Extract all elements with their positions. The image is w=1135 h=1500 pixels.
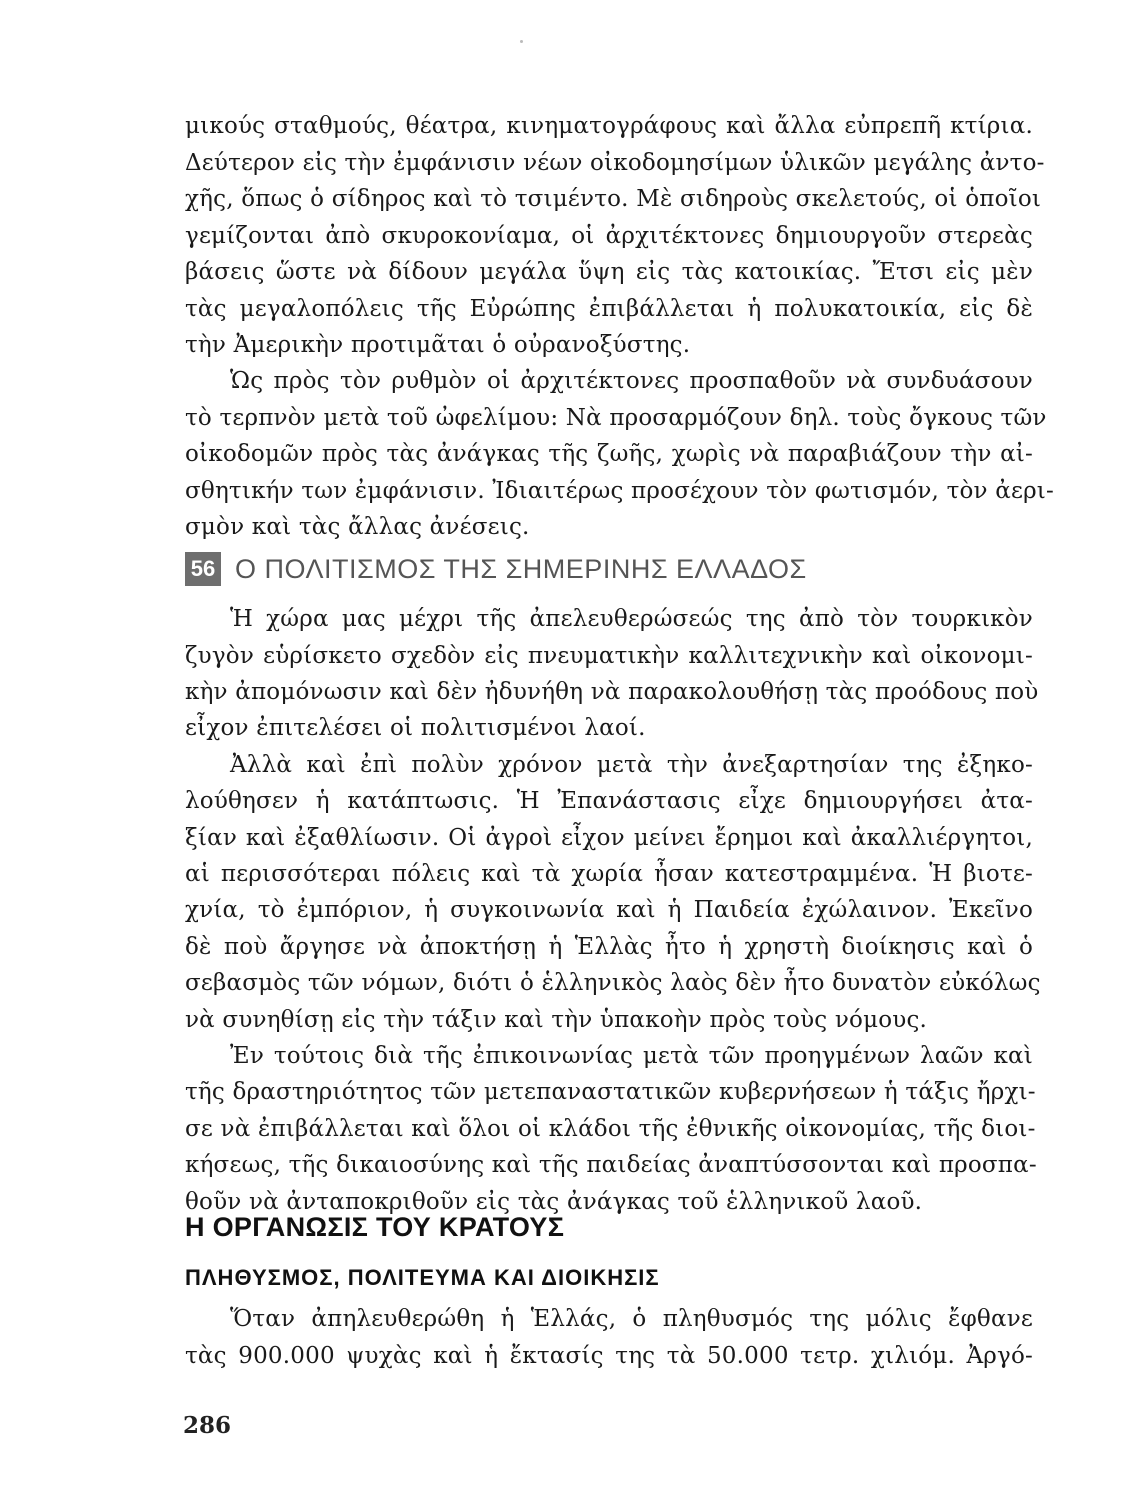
text-line: ζυγὸν εὑρίσκετο σχεδὸν εἰς πνευματικὴν καλλιτεχνικὴν καὶ οἰκονομι- [185,643,1033,669]
text-line: κήσεως, τῆς δικαιοσύνης καὶ τῆς παιδείας ἀναπτύσσονται καὶ προσπα- [185,1152,1037,1178]
section-heading [185,550,807,588]
text-line: λούθησεν ἡ κατάπτωσις. Ἡ Ἐπανάστασις εἶχε δημιουργήσει ἀτα- [185,788,1033,814]
text-line: αἱ περισσότεραι πόλεις καὶ τὰ χωρία ἦσαν κατεστραμμένα. Ἡ βιοτε- [185,861,1033,887]
text-line: σθητικήν των ἐμφάνισιν. Ἰδιαιτέρως προσέχουν τὸν φωτισμόν, τὸν ἀερι- [185,478,1054,504]
text-line: οἰκοδομῶν πρὸς τὰς ἀνάγκας τῆς ζωῆς, χωρὶς νὰ παραβιάζουν τὴν αἰ- [185,441,1033,467]
page-number: 286 [183,1412,232,1439]
text-line: Ὅταν ἀπηλευθερώθη ἡ Ἑλλάς, ὁ πληθυσμός της μόλις ἔφθανε [230,1306,1033,1332]
text-line: Δεύτερον εἰς τὴν ἐμφάνισιν νέων οἰκοδομησίμων ὑλικῶν μεγάλης ἀντο- [185,150,1045,176]
text-line: βάσεις ὥστε νὰ δίδουν μεγάλα ὕψη εἰς τὰς κατοικίας. Ἔτσι εἰς μὲν [185,259,1033,285]
text-line: Ἀλλὰ καὶ ἐπὶ πολὺν χρόνον μετὰ τὴν ἀνεξαρτησίαν της ἐξηκο- [230,752,1033,778]
text-line: τὸ τερπνὸν μετὰ τοῦ ὠφελίμου: Νὰ προσαρμόζουν δηλ. τοὺς ὄγκους τῶν [185,405,1047,431]
text-line: Ἡ χώρα μας μέχρι τῆς ἀπελευθερώσεώς της ἀπὸ τὸν τουρκικὸν [230,606,1033,632]
text-line: ξίαν καὶ ἐξαθλίωσιν. Οἱ ἀγροὶ εἶχον μείνει ἔρημοι καὶ ἀκαλλιέργητοι, [185,825,1033,851]
section-title: Ο ΠΟΛΙΤΙΣΜΟΣ ΤΗΣ ΣΗΜΕΡΙΝΗΣ ΕΛΛΑΔΟΣ [235,553,807,584]
text-line: γεμίζονται ἀπὸ σκυροκονίαμα, οἱ ἀρχιτέκτονες δημιουργοῦν στερεὰς [185,223,1033,249]
speck [520,40,523,43]
text-line: τῆς δραστηριότητος τῶν μετεπαναστατικῶν κυβερνήσεων ἡ τάξις ἤρχι- [185,1079,1036,1105]
text-line: Ἐν τούτοις διὰ τῆς ἐπικοινωνίας μετὰ τῶν προηγμένων λαῶν καὶ [230,1043,1033,1069]
text-line: μικούς σταθμούς, θέατρα, κινηματογράφους καὶ ἄλλα εὐπρεπῆ κτίρια. [185,113,1033,139]
text-line: Ὡς πρὸς τὸν ρυθμὸν οἱ ἀρχιτέκτονες προσπαθοῦν νὰ συνδυάσουν [230,368,1033,394]
text-line: νὰ συνηθίσῃ εἰς τὴν τάξιν καὶ τὴν ὑπακοὴν πρὸς τοὺς νόμους. [185,1007,928,1033]
text-line: δὲ ποὺ ἄργησε νὰ ἀποκτήσῃ ἡ Ἑλλὰς ἦτο ἡ χρηστὴ διοίκησις καὶ ὁ [185,934,1033,960]
text-line: εἶχον ἐπιτελέσει οἱ πολιτισμένοι λαοί. [185,715,646,741]
text-line: σε νὰ ἐπιβάλλεται καὶ ὅλοι οἱ κλάδοι τῆς ἐθνικῆς οἰκονομίας, τῆς διοι- [185,1116,1036,1142]
section-number-badge: 56 [185,552,221,586]
text-line: σεβασμὸς τῶν νόμων, διότι ὁ ἑλληνικὸς λαὸς δὲν ἦτο δυνατὸν εὐκόλως [185,970,1041,996]
text-line: τὰς 900.000 ψυχὰς καὶ ἡ ἔκτασίς της τὰ 50.000 τετρ. χιλιόμ. Ἀργό- [185,1343,1033,1369]
subheading-organization: Η ΟΡΓΑΝΩΣΙΣ ΤΟΥ ΚΡΑΤΟΥΣ [185,1212,565,1242]
text-line: σμὸν καὶ τὰς ἄλλας ἀνέσεις. [185,514,530,540]
text-line: κὴν ἀπομόνωσιν καὶ δὲν ἠδυνήθη νὰ παρακολουθήσῃ τὰς προόδους ποὺ [185,679,1039,705]
text-line: τὰς μεγαλοπόλεις τῆς Εὐρώπης ἐπιβάλλεται ἡ πολυκατοικία, εἰς δὲ [185,296,1033,322]
text-line: χῆς, ὅπως ὁ σίδηρος καὶ τὸ τσιμέντο. Μὲ σιδηροὺς σκελετούς, οἱ ὁποῖοι [185,186,1042,212]
text-line: τὴν Ἀμερικὴν προτιμᾶται ὁ οὐρανοξύστης. [185,332,691,358]
text-line: χνία, τὸ ἐμπόριον, ἡ συγκοινωνία καὶ ἡ Παιδεία ἐχώλαινον. Ἐκεῖνο [185,897,1033,923]
subheading-population: ΠΛΗΘΥΣΜΟΣ, ΠΟΛΙΤΕΥΜΑ ΚΑΙ ΔΙΟΙΚΗΣΙΣ [185,1265,660,1290]
text-line: θοῦν νὰ ἀνταποκριθοῦν εἰς τὰς ἀνάγκας τοῦ ἑλληνικοῦ λαοῦ. [185,1189,923,1215]
